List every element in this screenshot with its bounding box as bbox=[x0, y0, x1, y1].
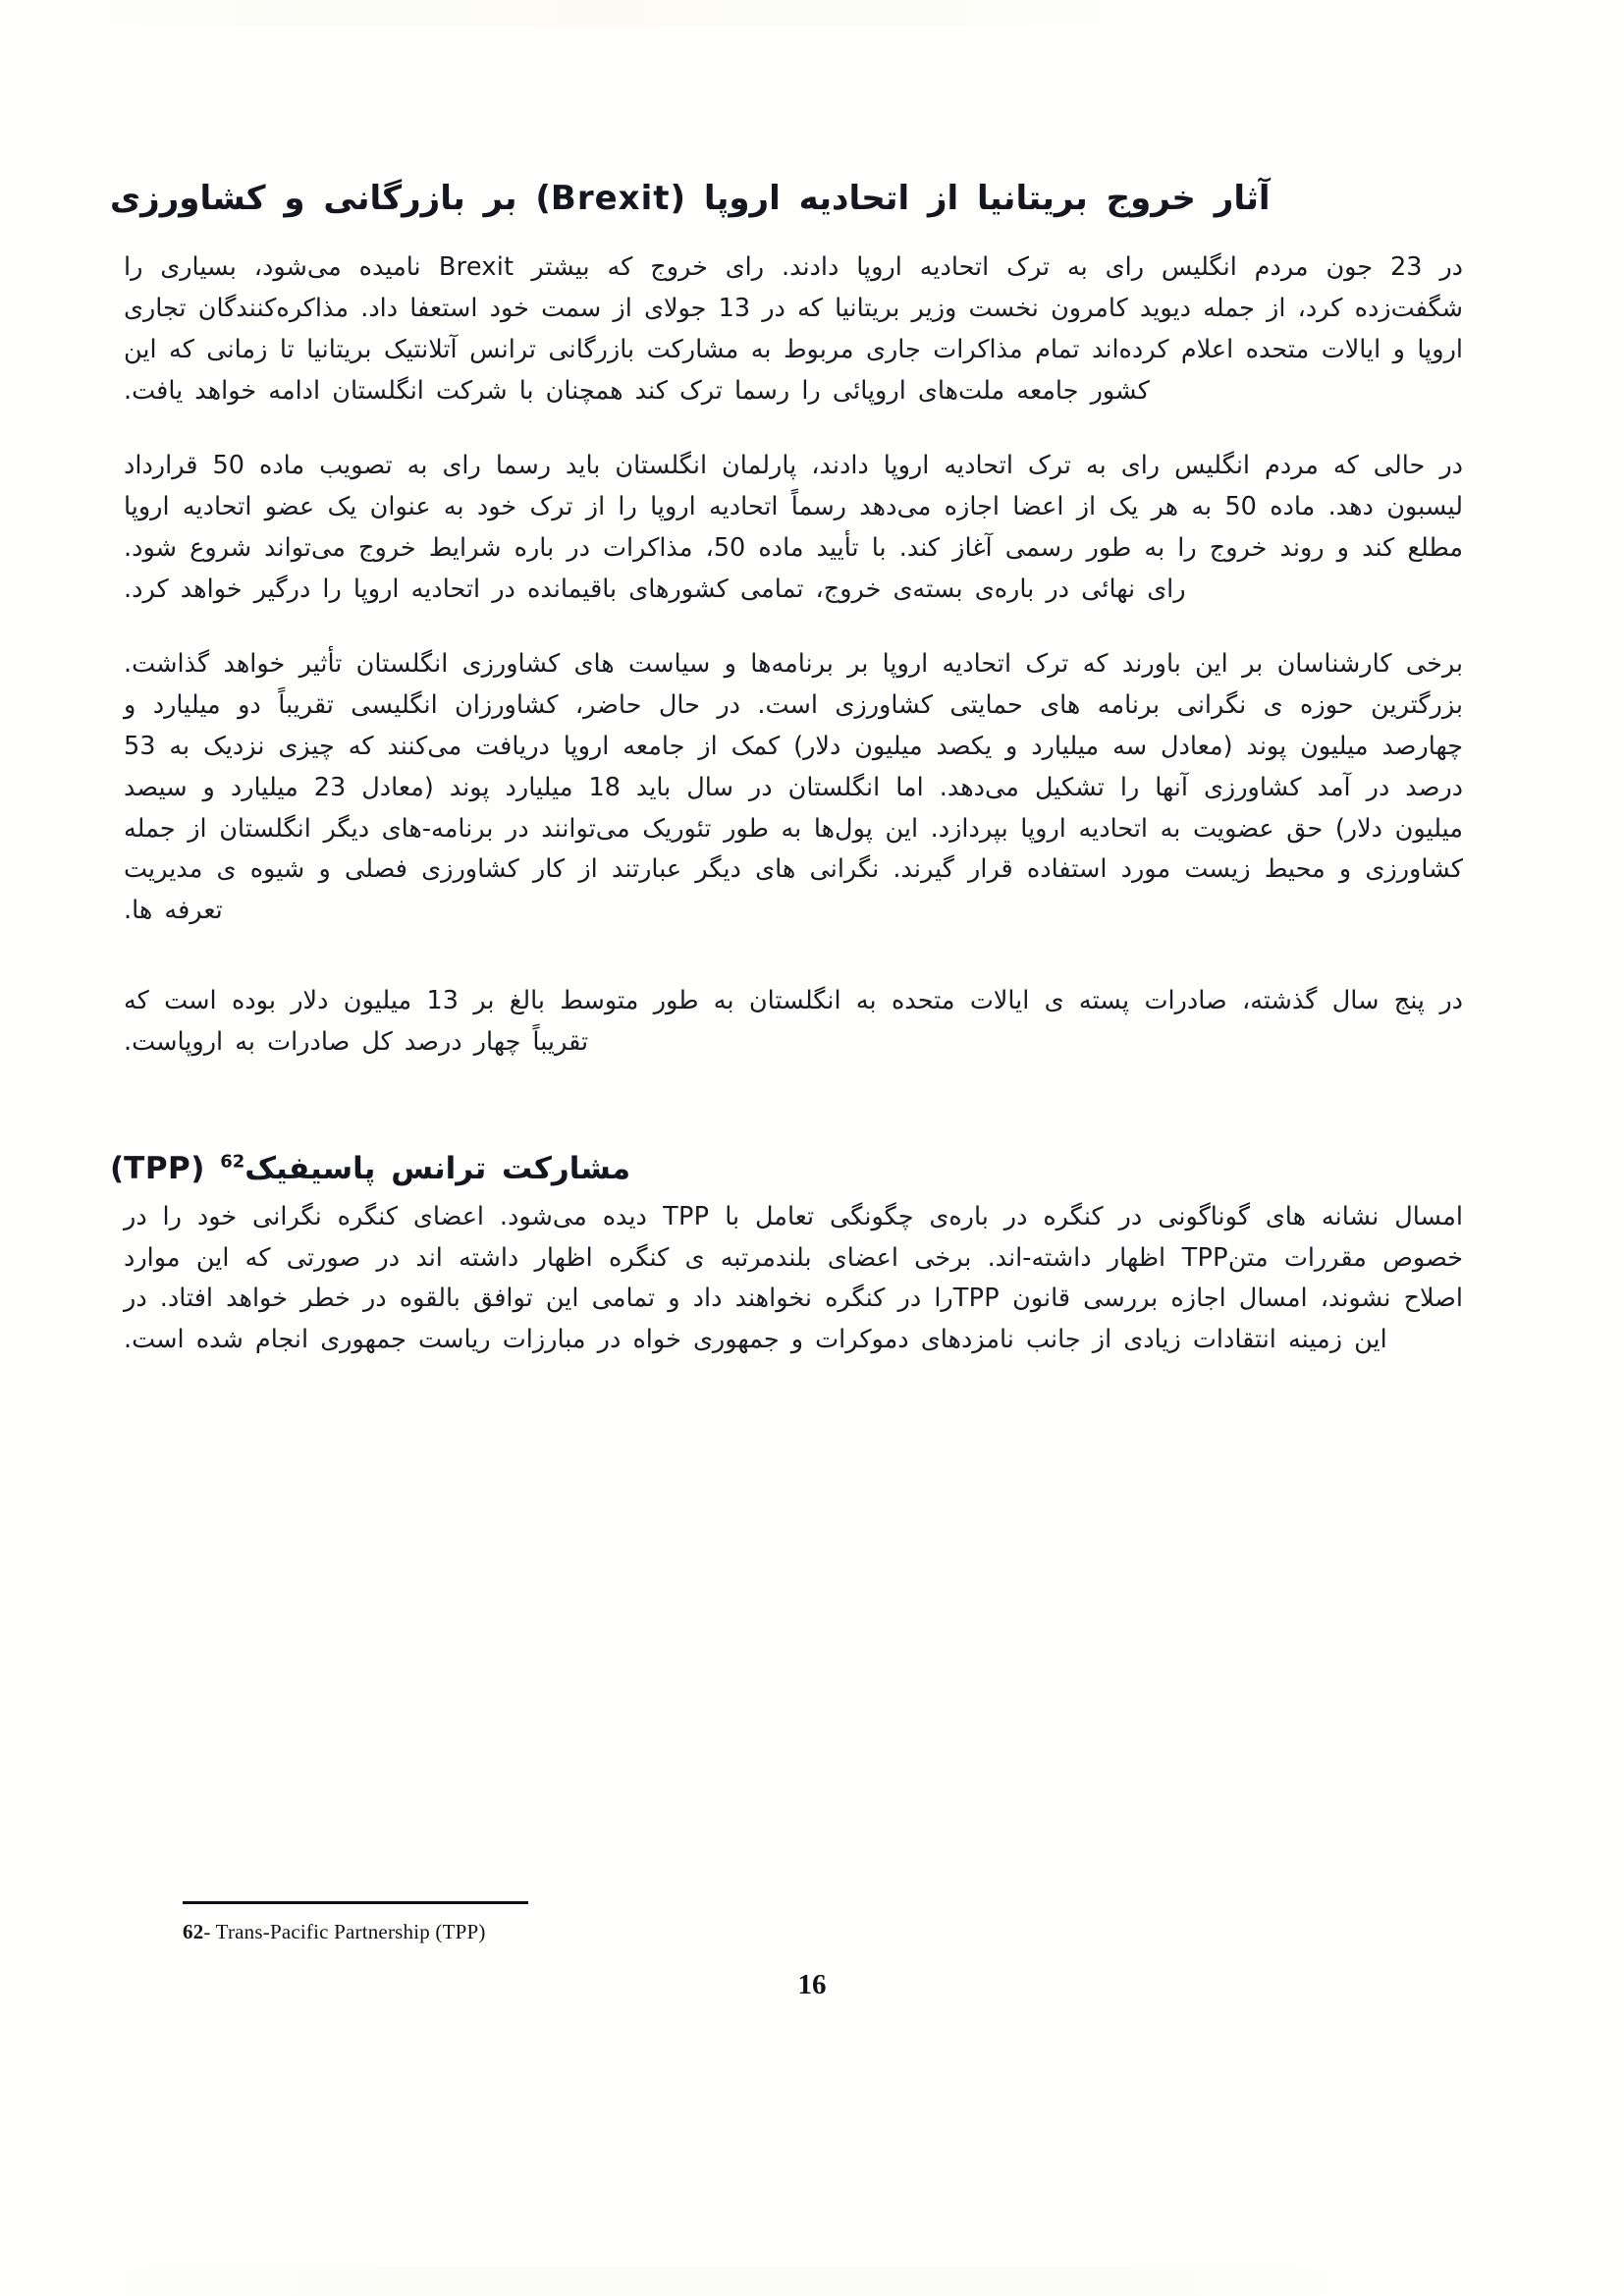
section-spacer bbox=[110, 1097, 1514, 1148]
scan-artifact-top bbox=[0, 0, 1624, 26]
section-heading-tpp bbox=[110, 1148, 1514, 1190]
footnote-reference-marker: 62 bbox=[220, 1151, 245, 1173]
section-heading-abbreviation: (TPP) bbox=[110, 1151, 221, 1187]
paragraph-agriculture-impact: برخی کارشناسان بر این باورند که ترک اتحادیه اروپا بر برنامه‌ها و سیاست های کشاورزی انگلستان تأثیر خواهد گذاشت. بزرگترین حوزه ی نگرانی برنامه های حمایتی کشاورزی است. در حال حاضر، کشاورزان انگلیسی تقریباً دو میلیارد و چهارصد میلیون پوند (معادل سه میلیارد و یکصد میلیون دلار) کمک از جامعه اروپا دریافت می‌کنند که چیزی نزدیک به 53 درصد در آمد کشاورزی آنها را تشکیل می‌دهد. اما انگلستان در سال باید 18 میلیارد پوند (معادل 23 میلیارد و سیصد میلیون دلار) حق عضویت به اتحادیه اروپا بپردازد. این پول‌ها به طور تئوریک می‌توانند در برنامه-های دیگر انگلستان از جمله کشاورزی و محیط زیست مورد استفاده قرار گیرند. نگرانی های دیگر عبارتند از کار کشاورزی فصلی و شیوه ی مدیریت تعرفه ها. bbox=[124, 648, 1464, 926]
paragraph-article-50: در حالی که مردم انگلیس رای به ترک اتحادیه اروپا دادند، پارلمان انگلستان باید رسما رای به تصویب ماده 50 قرارداد لیسبون دهد. ماده 50 به هر یک از اعضا اجازه می‌دهد رسماً اتحادیه اروپا را از ترک خود به عنوان یک عضو اتحادیه اروپا مطلع کند و روند خروج را به طور رسمی آغاز کند. با تأیید ماده 50، مذاکرات در باره شرایط خروج می‌تواند شروع شود. رای نهائی در باره‌ی بسته‌ی خروج، تمامی کشورهای باقیمانده در اتحادیه اروپا را درگیر خواهد کرد. bbox=[124, 451, 1464, 604]
page-title: آثار خروج بریتانیا از اتحادیه اروپا (Brexit) بر بازرگانی و کشاورزی bbox=[110, 179, 1271, 218]
paragraph-pistachio-exports: در پنج سال گذشته، صادرات پسته ی ایالات متحده به انگلستان به طور متوسط بالغ بر 13 میلیون دلار بوده است که تقریباً چهار درصد کل صادرات به اروپاست. bbox=[124, 986, 1463, 1058]
footnote-separator: - bbox=[203, 1920, 216, 1943]
section-heading-label: مشارکت ترانس پاسیفیک bbox=[244, 1151, 631, 1187]
footnote-number: 62 bbox=[183, 1920, 204, 1943]
page-number: 16 bbox=[797, 1969, 827, 2000]
page-content bbox=[110, 175, 1514, 1361]
footnote-text-label: Trans-Pacific Partnership (TPP) bbox=[215, 1920, 486, 1943]
footnote-entry bbox=[183, 1920, 1066, 1944]
paragraph-tpp-congress: امسال نشانه های گوناگونی در کنگره در باره‌ی چگونگی تعامل با TPP دیده می‌شود. اعضای کنگره نگرانی خود را در خصوص مقررات متنTPP اظهار داشته-اند. برخی اعضای بلندمرتبه ی کنگره اظهار داشته اند در صورتی که این موارد اصلاح نشوند، امسال اجازه بررسی قانون TPPرا در کنگره نخواهند داد و تمامی این توافق بالقوه در خطر خواهد افتاد. در این زمینه انتقادات زیادی از جانب نامزدهای دموکرات و جمهوری خواه در مبارزات ریاست جمهوری انجام شده است. bbox=[124, 1201, 1463, 1355]
scan-artifact-bottom bbox=[0, 2267, 1624, 2296]
footnote-separator-rule bbox=[183, 1901, 528, 1904]
paragraph-spacer bbox=[110, 965, 1514, 981]
footnote-block bbox=[183, 1901, 1066, 1944]
paragraph-brexit-vote: در 23 جون مردم انگلیس رای به ترک اتحادیه اروپا دادند. رای خروج که بیشتر Brexit نامیده می‌شود، بسیاری را شگفت‌زده کرد، از جمله دیوید کامرون نخست وزیر بریتانیا که در 13 جولای از سمت خود استعفا داد. مذاکره‌کنندگان تجاری اروپا و ایالات متحده اعلام کرده‌اند تمام مذاکرات جاری مربوط به مشارکت بازرگانی ترانس آتلانتیک بریتانیا تا زمانی که این کشور جامعه ملت‌های اروپائی را رسما ترک کند همچنان با شرکت انگلستان ادامه خواهد یافت. bbox=[124, 252, 1463, 407]
